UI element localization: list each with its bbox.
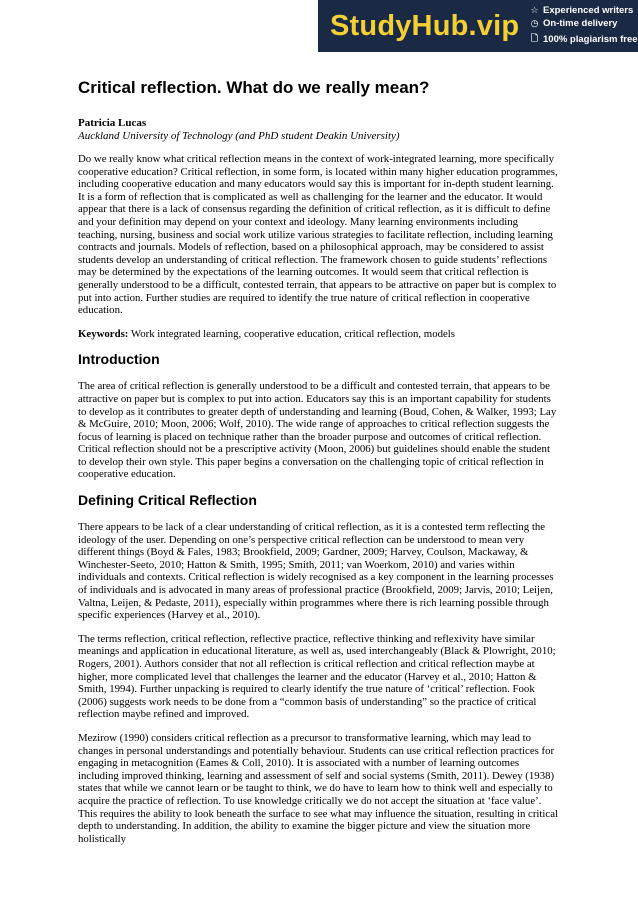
badge-label: Experienced writers: [543, 5, 634, 16]
page-title: Critical reflection. What do we really mean?: [78, 78, 430, 97]
badge-on-time-delivery: [530, 18, 638, 29]
section-heading-introduction: Introduction: [78, 351, 160, 368]
badge-label: On-time delivery: [543, 18, 618, 29]
body-paragraph: Mezirow (1990) considers critical reflection as a precursor to transformative learning, which may lead to changes in personal understandings and potentially behaviour. Students can use critical reflection practices for engaging in metacognition (Eames & Coll, 2010). It is associated with a number of learning outcomes including improved thinking, learning and assessment of self and social systems (Smith, 2011). Dewey (1938) states that while we cannot learn or be taught to think, we do have to learn how to think well and especially to acquire the practice of reflection. To use knowledge critically we do not accept the situation at ‘face value’. This requires the ability to look beneath the surface to see what may influence the situation, resulting in critical depth to understanding. In addition, the ability to examine the bigger picture and view the situation more holistically: [78, 731, 559, 845]
body-paragraph: There appears to be lack of a clear understanding of critical reflection, as it is a contested term reflecting the ideology of the user. Depending on one’s perspective critical reflection can be understood to mean very different things (Boyd & Fales, 1983; Brookfield, 2009; Gardner, 2009; Harvey, Coulson, Mackaway, & Winchester-Seeto, 2010; Hatton & Smith, 1995; Smith, 2011; van Woerkom, 2010) and varies within individuals and contexts. Critical reflection is widely recognised as a key component in the learning processes of individuals and is advocated in many areas of professional practice (Brookfield, 2009; Jarvis, 2010; Leijen, Valtna, Leijen, & Pedaste, 2011), especially within programmes where there is rich learning possible through specific experiences (Harvey et al., 2010).: [78, 521, 554, 622]
document-page: [78, 78, 560, 856]
author-name: Patricia Lucas: [78, 117, 147, 129]
badge-plagiarism-free: [530, 31, 638, 47]
abstract-paragraph: Do we really know what critical reflection means in the context of work-integrated learning, more specifically cooperative education? Critical reflection, in some form, is located within many higher education programmes, including cooperative education and many educators would say this is important for in-depth student learning. It is a form of reflection that is complicated as well as challenging for the learner and the educator. It would appear that there is a lack of consensus regarding the definition of critical reflection, as it is difficult to define and your definition may depend on your context and ideology. Many learning environments including teaching, nursing, business and social work utilize various strategies to facilitate reflection, including learning contracts and journals. Models of reflection, based on a philosophical approach, may be considered to assist students develop an understanding of critical reflection. The framework chosen to guide students’ reflections may be determined by the expectations of the learning outcomes. It would seem that critical reflection is generally understood to be a difficult, contested terrain, that appears to be attractive on paper but is complex to put into action. Further studies are required to identify the true nature of critical reflection in cooperative education.: [78, 153, 558, 317]
section-heading-defining-critical-reflection: Defining Critical Reflection: [78, 492, 257, 509]
keywords-text: Work integrated learning, cooperative education, critical reflection, models: [128, 327, 455, 340]
keywords-label: Keywords:: [78, 327, 129, 340]
star-icon: ☆: [530, 5, 539, 15]
clock-icon: ◷: [530, 18, 539, 28]
feature-badges: [520, 5, 638, 47]
badge-experienced-writers: [530, 5, 638, 16]
author-affiliation: Auckland University of Technology (and PhD student Deakin University): [78, 130, 400, 142]
body-paragraph: The terms reflection, critical reflection, reflective practice, reflective thinking and reflexivity have similar meanings and application in educational literature, as well as, used interchangeably (Black & Plowright, 2010; Rogers, 2001). Authors consider that not all reflection is critical reflection and critical reflection maybe at higher, more complicated level that challenges the learner and the educator (Harvey et al., 2010; Hatton & Smith, 1994). Further unpacking is required to clearly identify the true nature of ‘critical’ reflection. Fook (2006) suggests work needs to be done from a “common basis of understanding” so the practice of critical reflection maybe refined and improved.: [78, 632, 556, 721]
keywords-line: [78, 328, 560, 341]
document-icon: 🗋: [530, 33, 539, 43]
promo-banner[interactable]: [318, 0, 638, 52]
brand-logo[interactable]: StudyHub.vip: [330, 9, 520, 42]
body-paragraph: The area of critical reflection is generally understood to be a difficult and contested terrain, that appears to be attractive on paper but is complex to put into action. Educators say this is an important capability for students to develop as it contributes to greater depth of understanding and learning (Boud, Cohen, & Walker, 1993; Lay & McGuire, 2010; Moon, 2006; Wolf, 2010). The wide range of approaches to critical reflection suggests the focus of learning is placed on technique rather than the broader purpose and outcomes of critical reflection. Critical reflection should not be a prescriptive activity (Moon, 2006) but guidelines should enable the student to develop their own style. This paper begins a conversation on the challenging topic of critical reflection in cooperative education.: [78, 380, 557, 481]
badge-label: 100% plagiarism free: [543, 33, 638, 45]
